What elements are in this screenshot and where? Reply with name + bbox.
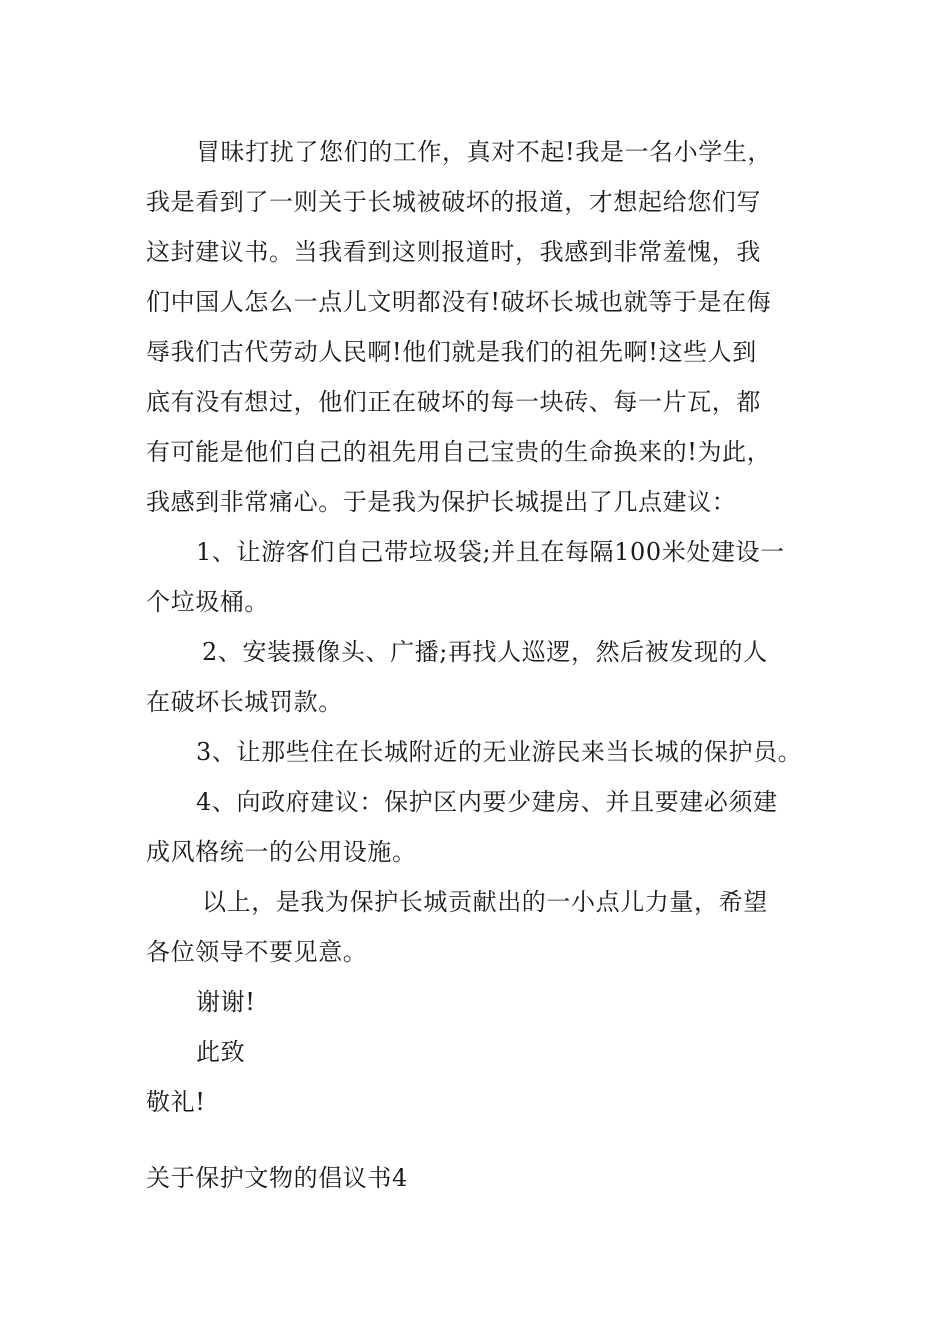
text-line: 在破坏长城罚款。	[146, 688, 343, 716]
suggestion-item: 1、让游客们自己带垃圾袋;并且在每隔100米处建设一	[196, 538, 785, 566]
suggestion-item: 3、让那些住在长城附近的无业游民来当长城的保护员。	[196, 738, 803, 766]
text-line: 底有没有想过，他们正在破坏的每一块砖、每一片瓦，都	[146, 388, 761, 416]
text-line: 个垃圾桶。	[146, 588, 269, 616]
suggestion-item: 4、向政府建议：保护区内要少建房、并且要建必须建	[196, 788, 778, 816]
text-line: 各位领导不要见意。	[146, 938, 368, 966]
text-line: 我感到非常痛心。于是我为保护长城提出了几点建议：	[146, 488, 737, 516]
text-line: 这封建议书。当我看到这则报道时，我感到非常羞愧，我	[146, 238, 761, 266]
thanks-line: 谢谢!	[196, 988, 256, 1016]
text-line: 们中国人怎么一点儿文明都没有!破坏长城也就等于是在侮	[146, 288, 772, 316]
text-line: 冒昧打扰了您们的工作，真对不起!我是一名小学生，	[196, 138, 773, 166]
document-page	[146, 127, 808, 1203]
text-line: 我是看到了一则关于长城被破坏的报道，才想起给您们写	[146, 188, 761, 216]
section-heading: 关于保护文物的倡议书4	[146, 1164, 408, 1192]
text-line: 以上，是我为保护长城贡献出的一小点儿力量，希望	[202, 888, 768, 916]
salutation-line: 敬礼!	[146, 1088, 206, 1116]
suggestion-item: 2、安装摄像头、广播;再找人巡逻，然后被发现的人	[202, 638, 768, 666]
text-line: 成风格统一的公用设施。	[146, 838, 417, 866]
text-line: 有可能是他们自己的祖先用自己宝贵的生命换来的!为此，	[146, 438, 772, 466]
text-line: 辱我们古代劳动人民啊!他们就是我们的祖先啊!这些人到	[146, 338, 757, 366]
salutation-line: 此致	[196, 1038, 246, 1066]
